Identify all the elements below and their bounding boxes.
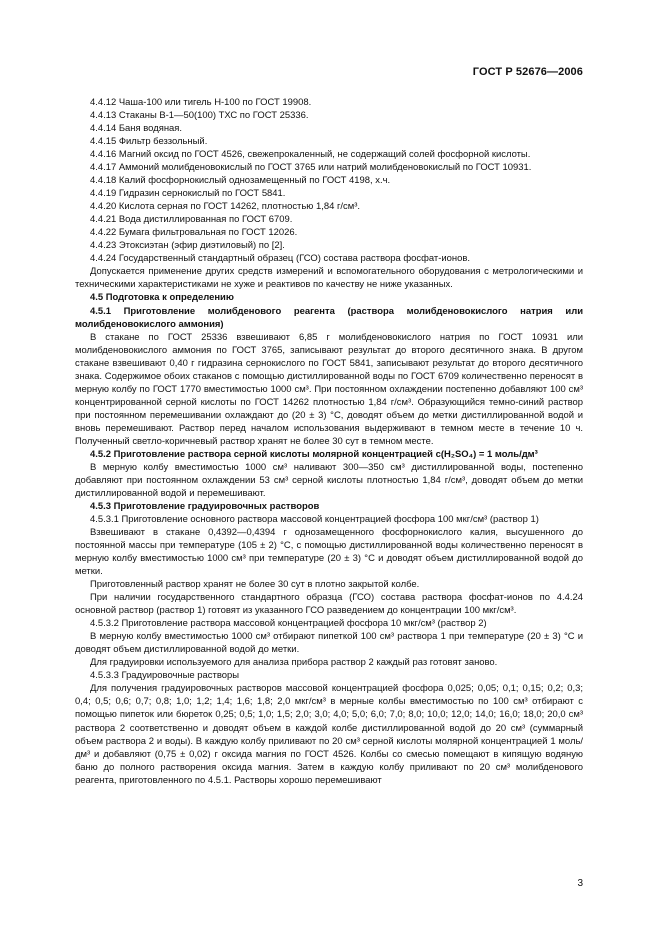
paragraph: 4.4.24 Государственный стандартный образец (ГСО) состава раствора фосфат-ионов. bbox=[90, 253, 470, 265]
paragraph: 4.4.18 Калий фосфорнокислый однозамещенный по ГОСТ 4198, х.ч. bbox=[90, 175, 391, 187]
paragraph: 4.4.15 Фильтр беззольный. bbox=[90, 136, 208, 148]
page-number: 3 bbox=[577, 878, 583, 889]
paragraph: 4.4.19 Гидразин сернокислый по ГОСТ 5841. bbox=[90, 188, 286, 200]
document-header: ГОСТ Р 52676—2006 bbox=[472, 66, 583, 78]
paragraph: 4.4.12 Чаша-100 или тигель Н-100 по ГОСТ 19908. bbox=[90, 97, 312, 108]
paragraph: В стакане по ГОСТ 25336 взвешивают 6,85 г молибденовокислого натрия по ГОСТ 10931 или молибденовокислого аммония по ГОСТ 3765, записывают результат до второго десятичного знака. В другом стакане взвешивают 0,40 г гидразина сернокислого по ГОСТ 5841, записывают результат до второго десятичного знака. Содержимое обоих стаканов с помощью дистиллированной воды по ГОСТ 6709 количественно переносят в мерную колбу по ГОСТ 1770 вместимостью 1000 см³. При постоянном охлаждении постепенно добавляют 100 см³ концентрированной серной кислоты по ГОСТ 14262 плотностью 1,84 г/см³. Образующийся темно-синий раствор при постоянном перемешивании охлаждают до (20 ± 3) °С, доводят объем до метки дистиллированной водой и вновь перемешивают. Раствор перед началом использования выдерживают в темном месте в течение 10 ч. Полученный светло-коричневый раствор хранят не более 30 сут в темном месте. bbox=[75, 331, 583, 447]
paragraph: В мерную колбу вместимостью 1000 см³ наливают 300—350 см³ дистиллированной воды, постепенно добавляют при постоянном охлаждении 53 см³ серной кислоты плотностью 1,84 г/см³, доводят объем до метки дистиллированной водой и перемешивают. bbox=[75, 461, 583, 499]
paragraph: 4.4.22 Бумага фильтровальная по ГОСТ 12026. bbox=[90, 227, 298, 239]
paragraph: 4.5.3.2 Приготовление раствора массовой концентрацией фосфора 10 мкг/см³ (раствор 2) bbox=[90, 618, 487, 630]
paragraph: 4.4.16 Магний оксид по ГОСТ 4526, свежепрокаленный, не содержащий солей фосфорной кислоты. bbox=[90, 149, 531, 161]
paragraph: 4.4.23 Этоксиэтан (эфир диэтиловый) по [2]. bbox=[90, 240, 285, 252]
paragraph: Приготовленный раствор хранят не более 30 сут в плотно закрытой колбе. bbox=[90, 579, 420, 591]
paragraph: В мерную колбу вместимостью 1000 см³ отбирают пипеткой 100 см³ раствора 1 при температуре (20 ± 3) °С и доводят объем дистиллированной водой до метки. bbox=[75, 631, 583, 656]
paragraph: 4.4.14 Баня водяная. bbox=[90, 123, 183, 135]
paragraph: Для получения градуировочных растворов массовой концентрацией фосфора 0,025; 0,05; 0,1; 0,15; 0,2; 0,3; 0,4; 0,5; 0,6; 0,7; 0,8; 1,0; 1,2; 1,4; 1,6; 1,8; 2,0 мкг/см³ в мерные колбы вместимостью по 100 см³ отбирают с помощью пипеток или бюреток 0,25; 0,5; 1,0; 1,5; 2,0; 3,0; 4,0; 5,0; 6,0; 7,0; 8,0; 10,0; 12,0; 14,0; 16,0; 18,0; 20,0 см³ раствора 2 соответственно и доводят объем в каждой колбе дистиллированной водой до 20 см³ (суммарный объем раствора 2 и воды). В каждую колбу приливают по 20 см³ серной кислоты молярной концентрацией 1 моль/дм³ и добавляют (0,75 ± 0,02) г оксида магния по ГОСТ 4526. Колбы со смесью помещают в кипящую водяную баню до полного растворения оксида магния. Затем в каждую колбу приливают по 20 см³ молибденового реагента, приготовленного по 4.5.1. Растворы хорошо перемешивают bbox=[75, 683, 583, 786]
paragraph: Допускается применение других средств измерений и вспомогательного оборудования с метрологическими и техническими характеристиками не хуже и реактивов по качеству не ниже указанных. bbox=[75, 266, 583, 291]
paragraph: 4.5.1 Приготовление молибденового реагента (раствора молибденовокислого натрия или молибденовокислого аммония) bbox=[75, 305, 583, 330]
paragraph: Взвешивают в стакане 0,4392—0,4394 г однозамещенного фосфорнокислого калия, высушенного до постоянной массы при температуре (105 ± 2) °С, с помощью дистиллированной воды количественно переносят в мерную колбу вместимостью 1000 см³ при температуре (20 ± 3) °С и доводят объем дистиллированной водой до метки. bbox=[75, 527, 583, 578]
paragraph: 4.5 Подготовка к определению bbox=[90, 292, 234, 304]
document-body bbox=[75, 96, 583, 787]
paragraph: 4.4.13 Стаканы В-1—50(100) ТХС по ГОСТ 25336. bbox=[90, 110, 309, 122]
paragraph: 4.4.20 Кислота серная по ГОСТ 14262, плотностью 1,84 г/см³. bbox=[90, 201, 361, 213]
paragraph: При наличии государственного стандартного образца (ГСО) состава раствора фосфат-ионов по 4.4.24 основной раствор (раствор 1) готовят из указанного ГСО разведением до концентрации 100 мкг/см³. bbox=[75, 592, 583, 617]
paragraph: 4.4.17 Аммоний молибденовокислый по ГОСТ 3765 или натрий молибденовокислый по ГОСТ 10931. bbox=[90, 162, 532, 174]
paragraph: 4.5.3 Приготовление градуировочных растворов bbox=[90, 500, 320, 512]
paragraph: 4.5.2 Приготовление раствора серной кислоты молярной концентрацией c(H₂SO₄) = 1 моль/дм³ bbox=[90, 448, 538, 460]
paragraph: 4.5.3.3 Градуировочные растворы bbox=[90, 670, 240, 682]
paragraph: Для градуировки используемого для анализа прибора раствор 2 каждый раз готовят заново. bbox=[90, 657, 498, 669]
paragraph: 4.4.21 Вода дистиллированная по ГОСТ 6709. bbox=[90, 214, 293, 226]
paragraph: 4.5.3.1 Приготовление основного раствора массовой концентрацией фосфора 100 мкг/см³ (раствор 1) bbox=[90, 514, 539, 525]
